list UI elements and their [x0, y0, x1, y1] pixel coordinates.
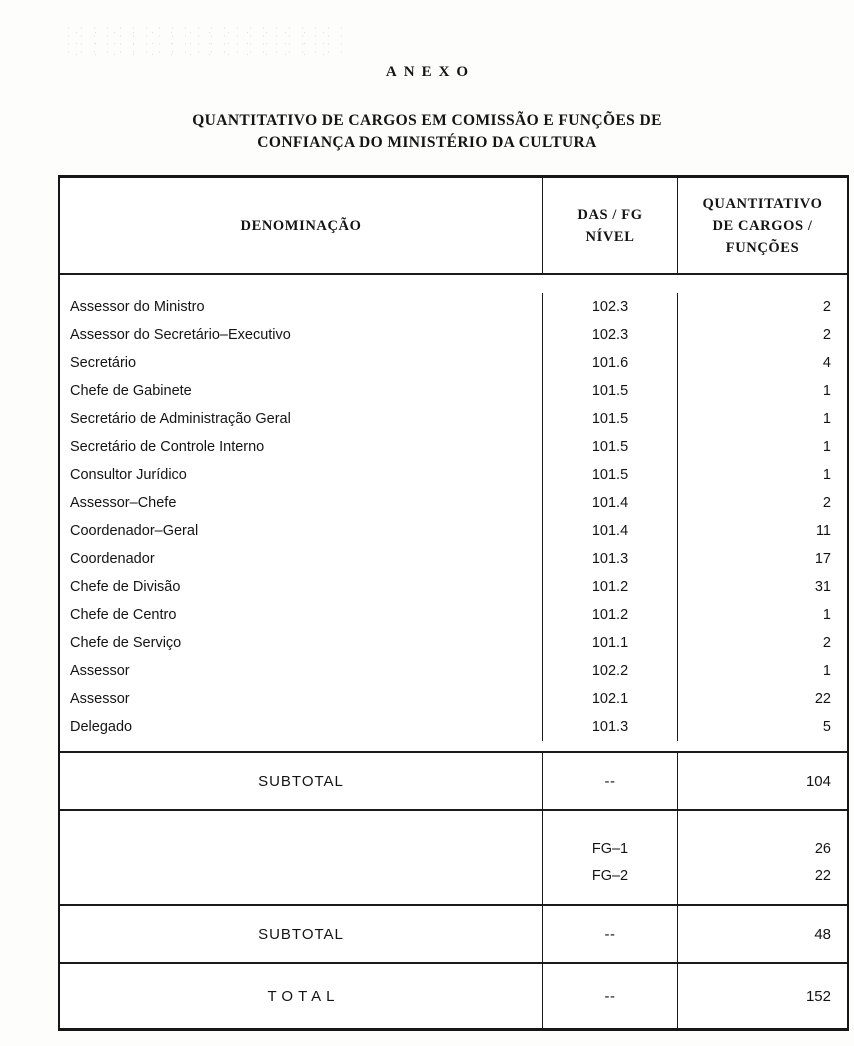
row-nivel: 101.3 — [542, 713, 677, 741]
subtotal-quantitativo: 48 — [677, 906, 847, 962]
row-quantitativo: 1 — [677, 405, 847, 433]
column-header-denominacao: DENOMINAÇÃO — [240, 217, 362, 234]
subtotal-funcoes-row — [60, 906, 847, 964]
fg-qty-list — [678, 811, 847, 904]
row-quantitativo: 1 — [677, 461, 847, 489]
row-nivel: 101.4 — [542, 489, 677, 517]
table-row — [60, 629, 847, 657]
fg-nivel-list — [543, 811, 677, 904]
row-nivel: 101.2 — [542, 573, 677, 601]
row-quantitativo: 1 — [677, 601, 847, 629]
row-nivel: 102.1 — [542, 685, 677, 713]
table-row — [60, 293, 847, 321]
row-denominacao: Chefe de Centro — [70, 607, 177, 623]
row-nivel: 101.3 — [542, 545, 677, 573]
row-nivel: 101.5 — [542, 461, 677, 489]
page-title: ANEXO — [385, 64, 476, 80]
table-body-section — [60, 275, 847, 753]
row-quantitativo: 4 — [677, 349, 847, 377]
row-nivel: 101.5 — [542, 433, 677, 461]
table-row — [60, 433, 847, 461]
row-denominacao: Assessor do Ministro — [70, 299, 205, 315]
table-row — [60, 405, 847, 433]
table-header — [60, 178, 847, 275]
page-subtitle-line2: CONFIANÇA DO MINISTÉRIO DA CULTURA — [257, 134, 597, 151]
row-denominacao: Consultor Jurídico — [70, 467, 187, 483]
table-row — [60, 321, 847, 349]
row-denominacao: Chefe de Serviço — [70, 635, 182, 651]
fg-section — [60, 811, 847, 906]
row-quantitativo: 22 — [677, 685, 847, 713]
row-nivel: 101.4 — [542, 517, 677, 545]
fg-row-nivel: FG–1 — [591, 841, 629, 857]
subtotal-cargos-row — [60, 753, 847, 811]
fg-empty-cell — [60, 811, 542, 904]
row-nivel: 101.6 — [542, 349, 677, 377]
subtotal-quantitativo: 104 — [677, 753, 847, 809]
total-quantitativo: 152 — [677, 964, 847, 1028]
row-quantitativo: 17 — [677, 545, 847, 573]
row-quantitativo: 2 — [677, 489, 847, 517]
table-row — [60, 601, 847, 629]
fg-nivel-column — [542, 811, 677, 904]
fg-qty-column — [677, 811, 847, 904]
row-quantitativo: 1 — [677, 657, 847, 685]
table-row — [60, 545, 847, 573]
table-row — [60, 517, 847, 545]
table-row — [60, 461, 847, 489]
fg-row-nivel: FG–2 — [591, 868, 629, 884]
row-denominacao: Assessor — [70, 691, 130, 707]
row-quantitativo: 2 — [677, 321, 847, 349]
row-quantitativo: 2 — [677, 293, 847, 321]
subtotal-label: SUBTOTAL — [258, 925, 344, 943]
row-quantitativo: 2 — [677, 629, 847, 657]
row-nivel: 102.2 — [542, 657, 677, 685]
row-denominacao: Coordenador–Geral — [70, 523, 199, 539]
fg-row-quantitativo: 26 — [814, 841, 831, 857]
table-row — [60, 349, 847, 377]
page-subtitle — [0, 110, 854, 154]
subtotal-nivel: -- — [542, 753, 677, 809]
cargos-table — [58, 175, 849, 1031]
row-quantitativo: 1 — [677, 377, 847, 405]
row-denominacao: Delegado — [70, 719, 133, 735]
table-body — [60, 275, 847, 751]
row-denominacao: Secretário de Controle Interno — [70, 439, 265, 455]
row-quantitativo: 5 — [677, 713, 847, 741]
table-row — [60, 685, 847, 713]
row-nivel: 101.5 — [542, 405, 677, 433]
row-denominacao: Chefe de Divisão — [70, 579, 181, 595]
row-nivel: 101.1 — [542, 629, 677, 657]
row-quantitativo: 31 — [677, 573, 847, 601]
fg-row-quantitativo: 22 — [814, 868, 831, 884]
table-row — [60, 657, 847, 685]
row-nivel: 101.5 — [542, 377, 677, 405]
row-denominacao: Assessor–Chefe — [70, 495, 177, 511]
subtotal-nivel: -- — [542, 906, 677, 962]
table-row — [60, 573, 847, 601]
row-quantitativo: 1 — [677, 433, 847, 461]
row-denominacao: Secretário de Administração Geral — [70, 411, 291, 427]
row-denominacao: Assessor do Secretário–Executivo — [70, 327, 291, 343]
row-nivel: 102.3 — [542, 321, 677, 349]
row-denominacao: Assessor — [70, 663, 130, 679]
row-nivel: 101.2 — [542, 601, 677, 629]
column-header-nivel: DAS / FG NÍVEL — [542, 178, 677, 273]
scan-artifact — [62, 24, 342, 56]
subtotal-label: SUBTOTAL — [258, 772, 344, 790]
table-row — [60, 489, 847, 517]
row-denominacao: Secretário — [70, 355, 137, 371]
table-row — [60, 713, 847, 741]
row-nivel: 102.3 — [542, 293, 677, 321]
table-row — [60, 377, 847, 405]
row-denominacao: Chefe de Gabinete — [70, 383, 192, 399]
total-nivel: -- — [542, 964, 677, 1028]
total-label: TOTAL — [267, 987, 340, 1005]
total-row — [60, 964, 847, 1028]
column-header-quantitativo: QUANTITATIVO DE CARGOS / FUNÇÕES — [677, 178, 847, 273]
row-quantitativo: 11 — [677, 517, 847, 545]
row-denominacao: Coordenador — [70, 551, 155, 567]
page-subtitle-line1: QUANTITATIVO DE CARGOS EM COMISSÃO E FUNÇÕES DE — [192, 112, 662, 129]
